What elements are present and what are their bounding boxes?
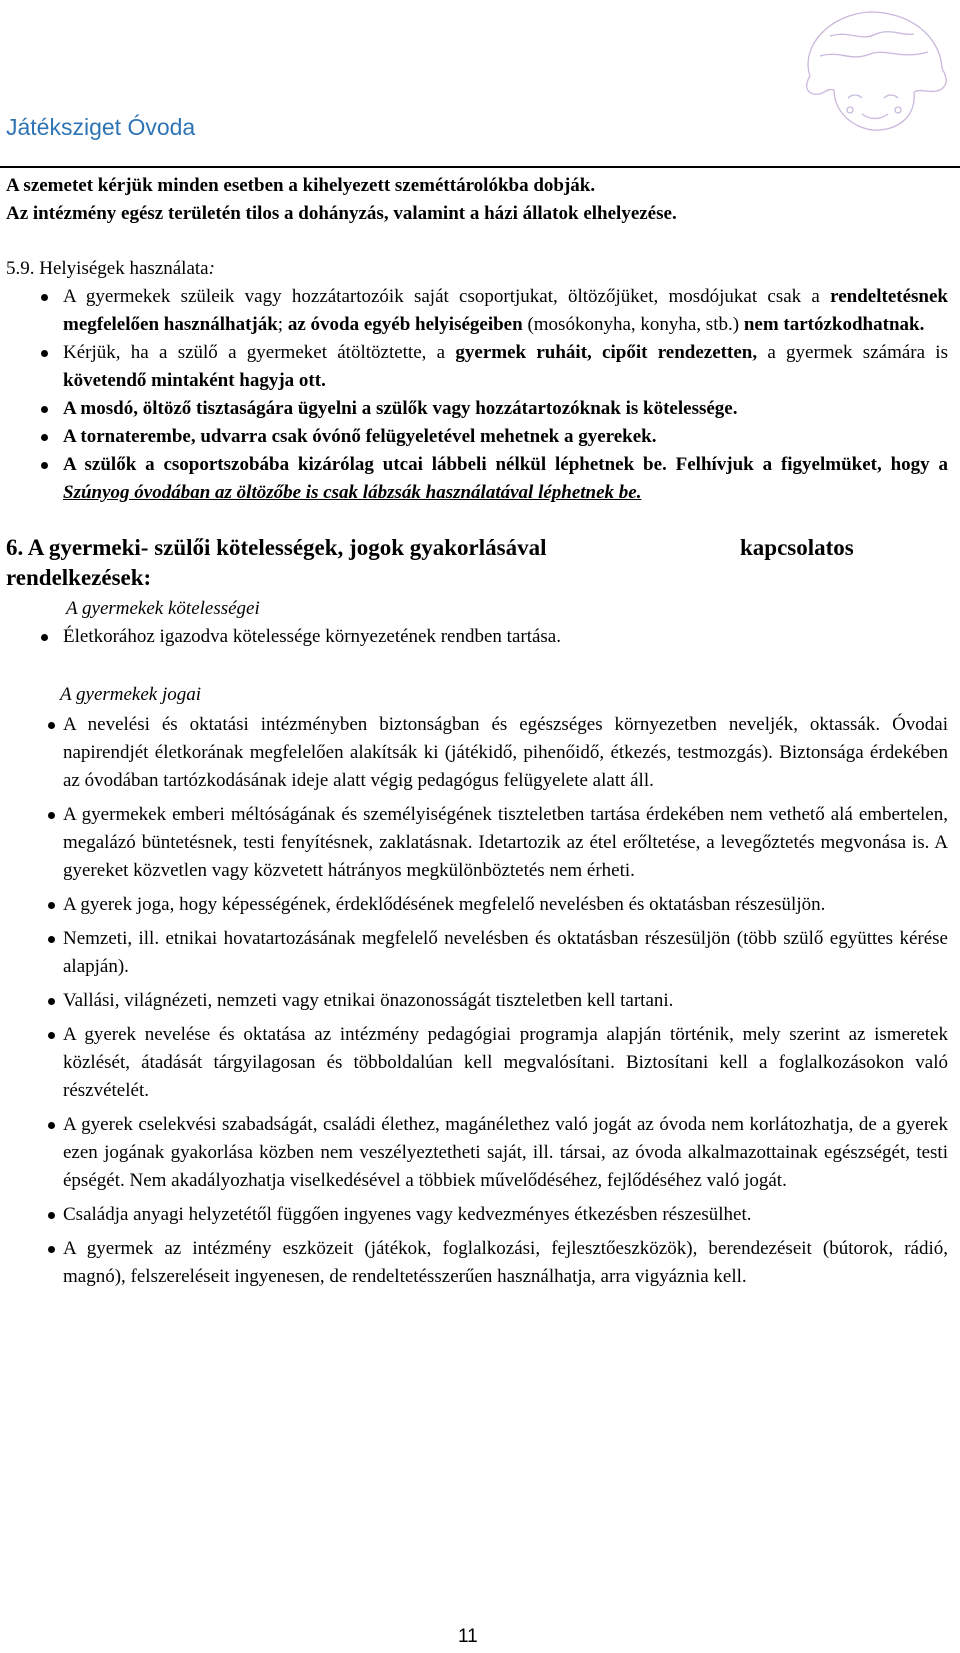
list-item <box>6 1111 948 1195</box>
duties-list <box>6 623 948 651</box>
rights-item-7: A gyerek cselekvési szabadságát, családi élethez, magánélethez való jogát az óvoda nem korlátozhatja, de a gyerek ezen jogának gyakorlása közben nem veszélyeztetheti saját, ill. társai, az óvoda alkalmazottainak egészségét, testi épségét. Nem akadályozhatja viselkedésével a többiek művelődéséhez, fejlődéséhez való jogát. <box>63 1114 948 1191</box>
bullet-icon <box>48 1212 55 1219</box>
list-item <box>6 1021 948 1105</box>
bullet-icon <box>48 936 55 943</box>
rooms-heading-colon: : <box>208 258 215 279</box>
bullet-icon <box>48 812 55 819</box>
rooms-item-2-t1: Kérjük, ha a szülő a gyermeket átöltöztette, a <box>63 342 456 363</box>
rooms-list <box>6 283 948 507</box>
list-item <box>6 283 948 339</box>
rights-item-4: Nemzeti, ill. etnikai hovatartozásának megfelelő nevelésben és oktatásban részesüljön (több szülő együttes kérése alapján). <box>63 928 948 977</box>
rooms-item-1-b1: rendeltetésnek megfelelően használhatják <box>63 286 948 335</box>
intro-line-1: A szemetet kérjük minden esetben a kihelyezett szeméttárolókba dobják. <box>6 175 596 196</box>
bullet-icon <box>41 434 48 441</box>
section-6-title <box>6 533 948 563</box>
rights-item-9: A gyermek az intézmény eszközeit (játékok, foglalkozási, fejlesztőeszközök), berendezéseit (bútorok, rádió, magnó), felszereléseit ingyenesen, de rendeltetésszerűen használhatja, arra vigyáznia kell. <box>63 1238 948 1287</box>
bullet-icon <box>48 1032 55 1039</box>
section-6-title-left: 6. A gyermeki- szülői kötelességek, jogok gyakorlásával <box>6 535 547 560</box>
rights-heading: A gyermekek jogai <box>60 684 202 705</box>
bullet-icon <box>48 998 55 1005</box>
list-item <box>6 925 948 981</box>
bullet-icon <box>48 722 55 729</box>
list-item <box>6 395 948 423</box>
bullet-icon <box>41 294 48 301</box>
rooms-item-1-t3: (mosókonyha, konyha, stb.) <box>522 314 744 335</box>
page-number: 11 <box>458 1626 478 1647</box>
rights-item-8: Családja anyagi helyzetétől függően ingyenes vagy kedvezményes étkezésben részesülhet. <box>63 1204 752 1225</box>
list-item <box>6 1235 948 1291</box>
rooms-item-2-t2: a gyermek számára is <box>757 342 948 363</box>
rooms-item-2-b2: követendő mintaként hagyja ott. <box>63 370 326 391</box>
rights-item-2: A gyermekek emberi méltóságának és személyiségének tiszteletben tartása érdekében nem vethető alá embertelen, megalázó büntetésnek, testi fenyítésnek, zaklatásnak. Idetartozik az étel erőltetése, a levegőztetés megvonása is. A gyereket közvetlen vagy közvetett hátrányos megkülönböztetés nem érheti. <box>63 804 948 881</box>
list-item <box>6 891 948 919</box>
section-6-title-line2: rendelkezések: <box>6 565 152 590</box>
rooms-item-1-b2: az óvoda egyéb helyiségeiben <box>287 314 523 335</box>
rooms-item-1-t2: ; <box>277 314 288 335</box>
bullet-icon <box>41 406 48 413</box>
rooms-item-3-b1: A mosdó, öltöző tisztaságára ügyelni a szülők vagy hozzátartozóknak is kötelessége. <box>63 398 738 419</box>
rooms-heading-text: 5.9. Helyiségek használata <box>6 258 209 279</box>
rights-list <box>6 711 948 1291</box>
rights-item-5: Vallási, világnézeti, nemzeti vagy etnikai önazonosságát tiszteletben kell tartani. <box>63 990 674 1011</box>
list-item <box>6 711 948 795</box>
rooms-item-5-bu1: Szúnyog óvodában az öltözőbe is csak lábzsák használatával léphetnek be. <box>63 482 642 503</box>
rooms-item-5-b1: A szülők a csoportszobába kizárólag utcai lábbeli nélkül léphetnek be. Felhívjuk a figyelmüket, hogy a <box>63 454 948 475</box>
bullet-icon <box>48 1122 55 1129</box>
list-item <box>6 423 948 451</box>
intro-line-2: Az intézmény egész területén tilos a dohányzás, valamint a házi állatok elhelyezése. <box>6 203 677 224</box>
header-title: Játéksziget Óvoda <box>6 114 196 140</box>
bullet-icon <box>41 350 48 357</box>
list-item <box>6 987 948 1015</box>
rights-item-3: A gyerek joga, hogy képességének, érdeklődésének megfelelő nevelésben és oktatásban részesüljön. <box>63 894 826 915</box>
logo-child-face-icon <box>790 6 955 134</box>
list-item <box>6 801 948 885</box>
rights-item-1: A nevelési és oktatási intézményben biztonságban és egészséges környezetben neveljék, oktassák. Óvodai napirendjét életkorának megfelelően alakítsák ki (játékidő, pihenőidő, étkezés, testmozgás). Biztonsága érdekében az óvodában tartózkodásának ideje alatt végig pedagógus felügyelete alatt áll. <box>63 714 948 791</box>
header-rule <box>0 166 960 168</box>
duties-heading: A gyermekek kötelességei <box>66 598 260 619</box>
list-item <box>6 1201 948 1229</box>
rights-item-6: A gyerek nevelése és oktatása az intézmény pedagógiai programja alapján történik, mely szerint az ismeretek közlését, átadását tárgyilagosan és többoldalúan kell megvalósítani. Biztosítani kell a foglalkozásokon való részvételét. <box>63 1024 948 1101</box>
bullet-icon <box>41 634 48 641</box>
list-item <box>6 339 948 395</box>
rooms-item-4-b1: A tornaterembe, udvarra csak óvónő felügyeletével mehetnek a gyerekek. <box>63 426 657 447</box>
rooms-item-1-b3: nem tartózkodhatnak. <box>743 314 925 335</box>
rooms-item-1-t1: A gyermekek szüleik vagy hozzátartozóik saját csoportjukat, öltözőjüket, mosdójukat csak a <box>63 286 831 307</box>
rooms-heading <box>6 255 948 283</box>
rooms-item-2-b1: gyermek ruháit, cipőit rendezetten, <box>455 342 758 363</box>
bullet-icon <box>41 462 48 469</box>
list-item <box>6 451 948 507</box>
page-content <box>6 176 948 1291</box>
bullet-icon <box>48 902 55 909</box>
section-6-title-right: kapcsolatos <box>740 535 854 560</box>
bullet-icon <box>48 1246 55 1253</box>
duties-item-1: Életkorához igazodva kötelessége környezetének rendben tartása. <box>63 626 561 647</box>
list-item <box>6 623 948 651</box>
